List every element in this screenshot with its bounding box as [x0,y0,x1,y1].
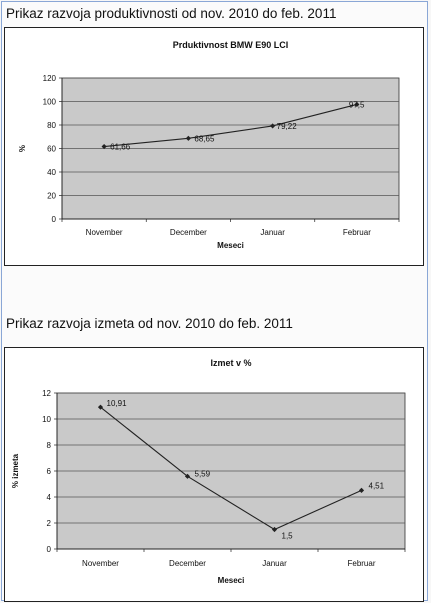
x-tick-label: December [169,228,207,237]
y-axis-label: % izmeta [11,453,20,489]
y-tick-label: 0 [46,545,51,554]
y-tick-label: 4 [46,493,51,502]
y-tick-label: 80 [47,121,56,130]
x-axis-label: Meseci [217,576,245,585]
y-tick-label: 20 [47,191,56,201]
y-axis-label: % [18,144,27,153]
data-label: 1,5 [281,531,293,541]
scrap-chart-box [4,347,424,602]
x-tick-label: December [169,559,206,568]
data-label: 79,22 [276,121,297,131]
data-label: 4,51 [368,481,385,491]
chart-title: Prduktivnost BMW E90 LCI [172,40,289,50]
x-tick-label: November [82,559,119,568]
y-tick-label: 120 [42,74,56,83]
y-tick-label: 12 [42,389,51,398]
data-label: 68,65 [194,134,215,144]
y-tick-label: 10 [42,415,51,424]
x-tick-label: Februar [342,228,371,237]
y-tick-label: 2 [46,519,51,528]
x-tick-label: Januar [262,559,287,568]
data-label: 10,91 [106,399,127,409]
data-label: 5,59 [194,469,211,479]
y-tick-label: 0 [51,215,56,224]
x-axis-label: Meseci [217,241,244,250]
y-tick-label: 8 [46,441,51,450]
y-tick-label: 60 [47,144,56,154]
y-tick-label: 100 [42,97,56,107]
scrap-chart [5,348,425,603]
productivity-chart-box [4,27,424,266]
data-label: 61,66 [110,142,131,152]
chart-title: Izmet v % [210,358,252,368]
productivity-chart [5,28,425,267]
x-tick-label: Januar [260,228,285,237]
section-title-scrap: Prikaz razvoja izmeta od nov. 2010 do feb. 2011 [6,316,293,331]
x-tick-label: November [85,228,123,237]
section-title-productivity: Prikaz razvoja produktivnosti od nov. 2010 do feb. 2011 [6,6,337,21]
x-tick-label: Februar [347,559,376,568]
data-label: 97,5 [348,100,365,110]
y-tick-label: 6 [46,467,51,476]
y-tick-label: 40 [47,168,56,177]
